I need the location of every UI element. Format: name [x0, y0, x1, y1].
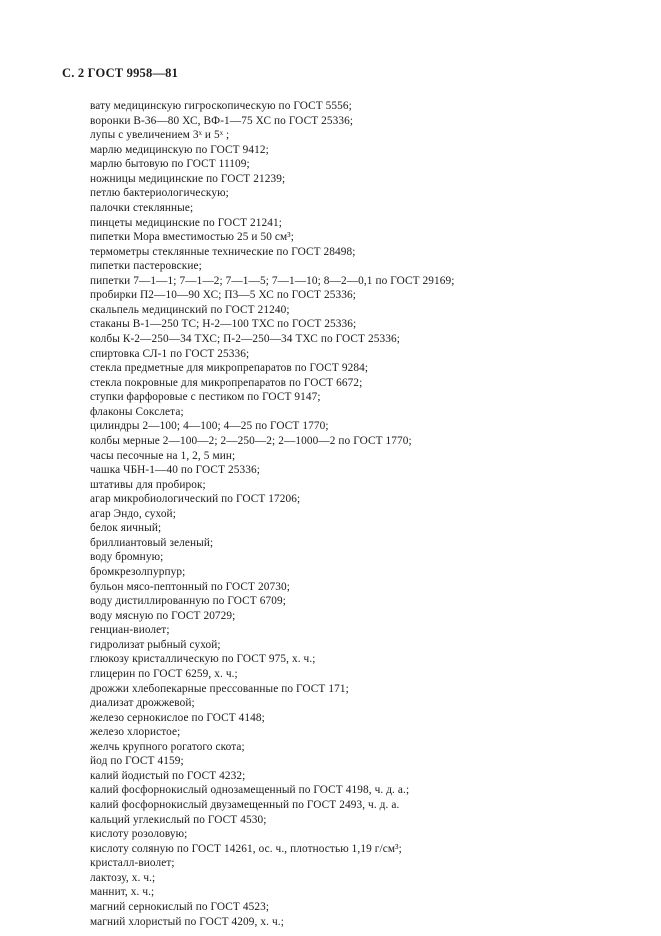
- list-item: дрожжи хлебопекарные прессованные по ГОСТ 171;: [90, 682, 349, 695]
- list-item: кислоту розоловую;: [90, 828, 188, 841]
- list-item: генциан-виолет;: [90, 624, 170, 637]
- list-item: железо сернокислое по ГОСТ 4148;: [90, 711, 265, 724]
- list-item: скальпель медицинский по ГОСТ 21240;: [90, 303, 290, 316]
- list-item: агар микробиологический по ГОСТ 17206;: [90, 493, 301, 506]
- list-item: петлю бактериологическую;: [90, 187, 229, 200]
- list-item: воронки В-36—80 ХС, ВФ-1—75 ХС по ГОСТ 25336;: [90, 114, 354, 127]
- list-item: пробирки П2—10—90 ХС; П3—5 ХС по ГОСТ 25336;: [90, 289, 356, 302]
- list-item: диализат дрожжевой;: [90, 697, 195, 710]
- list-item: марлю медицинскую по ГОСТ 9412;: [90, 143, 269, 156]
- list-item: пипетки Мора вместимостью 25 и 50 см³;: [90, 231, 294, 244]
- list-item: вату медицинскую гигроскопическую по ГОСТ 5556;: [90, 100, 352, 112]
- list-item: цилиндры 2—100; 4—100; 4—25 по ГОСТ 1770;: [90, 420, 329, 433]
- list-item: калий йодистый по ГОСТ 4232;: [90, 769, 246, 782]
- list-item: агар Эндо, сухой;: [90, 507, 176, 520]
- list-item: воду мясную по ГОСТ 20729;: [90, 609, 236, 622]
- list-item: колбы мерные 2—100—2; 2—250—2; 2—1000—2 по ГОСТ 1770;: [90, 434, 412, 447]
- page-header: С. 2 ГОСТ 9958—81: [62, 66, 179, 80]
- list-item: калий фосфорнокислый двузамещенный по ГОСТ 2493, ч. д. а.: [90, 799, 400, 811]
- list-item: пинцеты медицинские по ГОСТ 21241;: [90, 216, 282, 229]
- list-item: кальций углекислый по ГОСТ 4530;: [90, 813, 267, 826]
- list-item: марлю бытовую по ГОСТ 11109;: [90, 158, 250, 171]
- list-item: бульон мясо-пептонный по ГОСТ 20730;: [90, 580, 290, 593]
- list-item: бриллиантовый зеленый;: [90, 536, 214, 549]
- list-item: колбы К-2—250—34 ТХС; П-2—250—34 ТХС по ГОСТ 25336;: [90, 333, 400, 345]
- list-item: лупы с увеличением 3ˣ и 5ˣ ;: [90, 129, 230, 142]
- materials-list: [90, 99, 630, 929]
- list-item: кристалл-виолет;: [90, 857, 175, 870]
- list-item: лактозу, х. ч.;: [90, 871, 156, 884]
- list-item: пипетки 7—1—1; 7—1—2; 7—1—5; 7—1—10; 8—2—0,1 по ГОСТ 29169;: [90, 274, 455, 287]
- list-item: гидролизат рыбный сухой;: [90, 638, 221, 651]
- list-item: ступки фарфоровые с пестиком по ГОСТ 9147;: [90, 391, 321, 404]
- list-item: стаканы В-1—250 ТС; Н-2—100 ТХС по ГОСТ 25336;: [90, 318, 357, 331]
- list-item: глицерин по ГОСТ 6259, х. ч.;: [90, 667, 238, 680]
- list-item: белок яичный;: [90, 522, 162, 535]
- list-item: термометры стеклянные технические по ГОСТ 28498;: [90, 245, 356, 258]
- list-item: желчь крупного рогатого скота;: [90, 740, 245, 753]
- list-item: флаконы Сокслета;: [90, 405, 184, 418]
- list-item: воду дистиллированную по ГОСТ 6709;: [90, 595, 286, 608]
- list-item: глюкозу кристаллическую по ГОСТ 975, х. ч.;: [90, 653, 316, 666]
- list-item: калий фосфорнокислый однозамещенный по ГОСТ 4198, ч. д. а.;: [90, 784, 410, 797]
- list-item: чашка ЧБН-1—40 по ГОСТ 25336;: [90, 464, 260, 477]
- list-item: стекла покровные для микропрепаратов по ГОСТ 6672;: [90, 376, 363, 389]
- list-item: пипетки пастеровские;: [90, 260, 202, 273]
- list-item: палочки стеклянные;: [90, 201, 194, 214]
- list-item: стекла предметные для микропрепаратов по ГОСТ 9284;: [90, 362, 369, 375]
- list-item: йод по ГОСТ 4159;: [90, 755, 184, 768]
- list-item: маннит, х. ч.;: [90, 886, 155, 899]
- list-item: спиртовка СЛ-1 по ГОСТ 25336;: [90, 347, 250, 360]
- list-item: ножницы медицинские по ГОСТ 21239;: [90, 172, 286, 185]
- list-item: магний сернокислый по ГОСТ 4523;: [90, 900, 270, 913]
- list-item: штативы для пробирок;: [90, 478, 206, 491]
- list-item: магний хлористый по ГОСТ 4209, х. ч.;: [90, 915, 284, 928]
- list-item: бромкрезолпурпур;: [90, 566, 186, 578]
- list-item: воду бромную;: [90, 551, 164, 564]
- list-item: часы песочные на 1, 2, 5 мин;: [90, 449, 236, 462]
- list-item: железо хлористое;: [90, 726, 181, 739]
- list-item: кислоту соляную по ГОСТ 14261, ос. ч., плотностью 1,19 г/см³;: [90, 842, 402, 855]
